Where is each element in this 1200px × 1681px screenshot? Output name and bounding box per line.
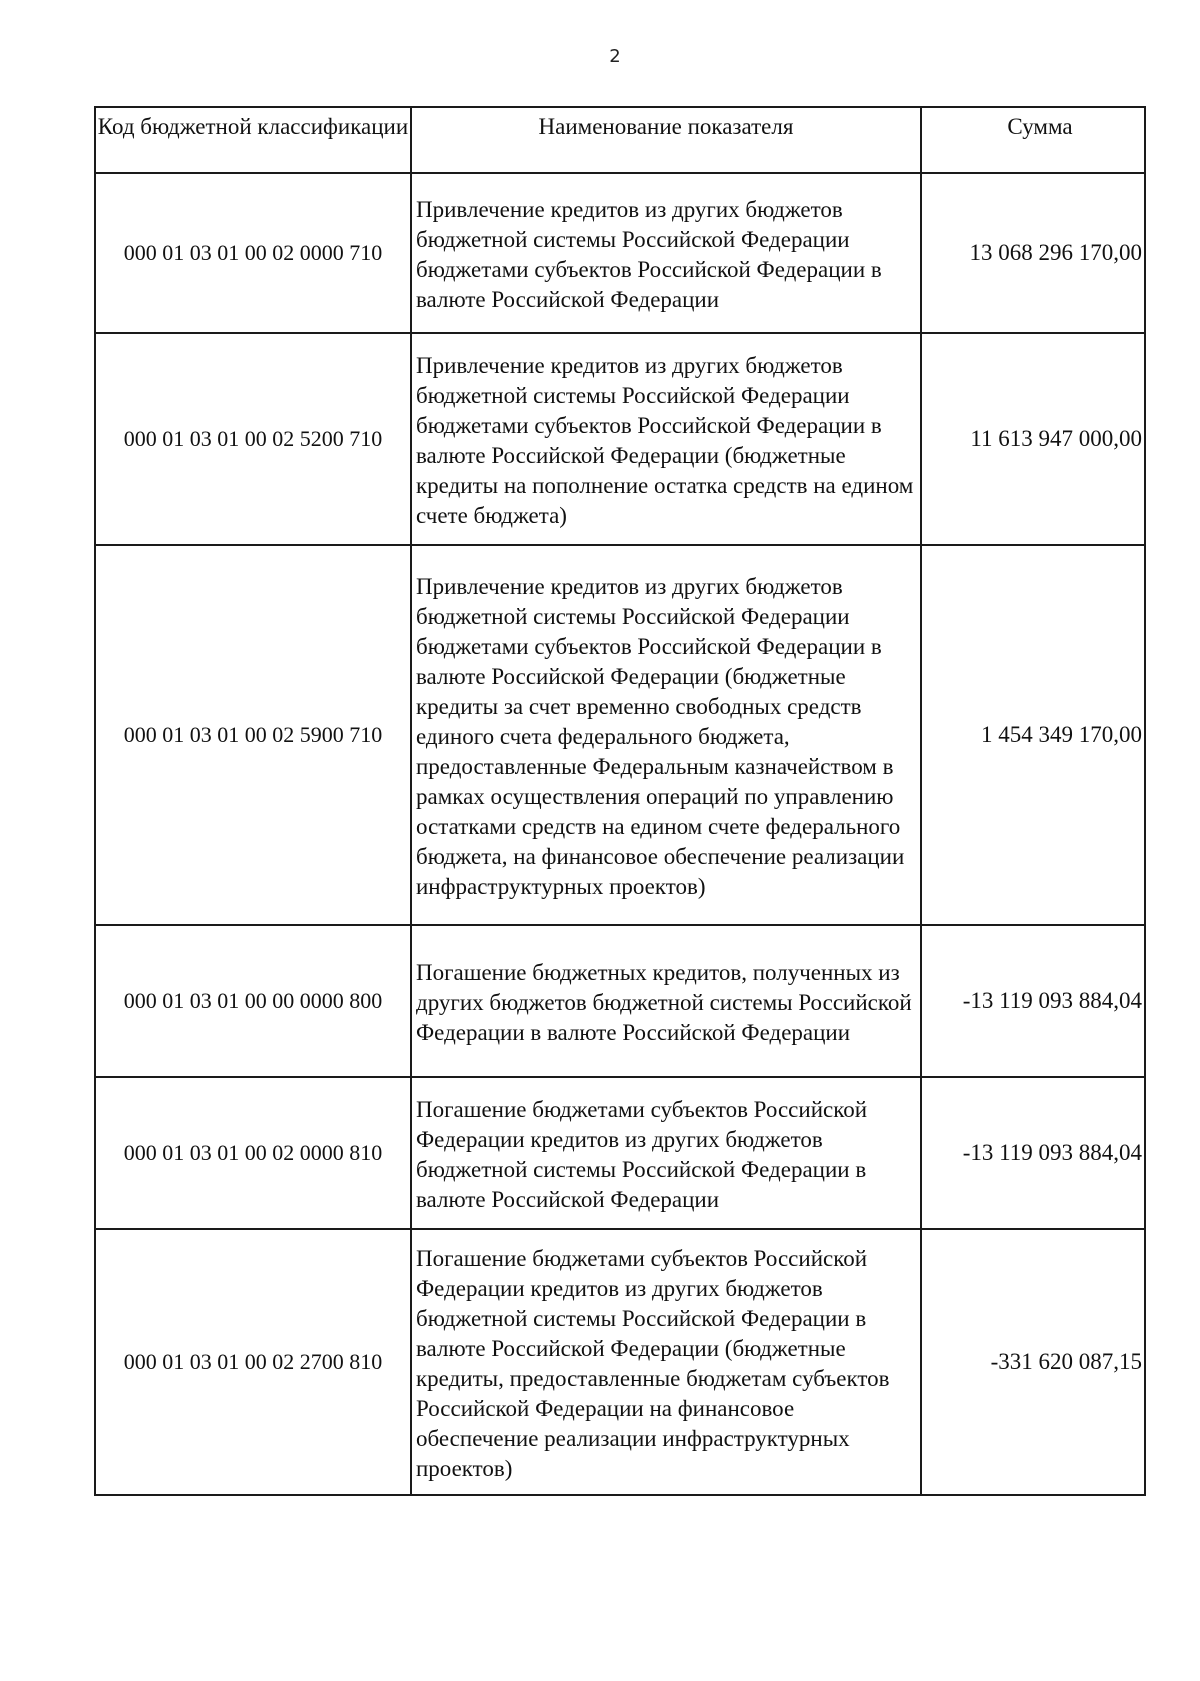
- row-sum: -331 620 087,15: [921, 1229, 1145, 1495]
- header-name: Наименование показателя: [411, 107, 921, 173]
- row-code: 000 01 03 01 00 00 0000 800: [95, 925, 411, 1077]
- page-number: 2: [609, 46, 621, 67]
- row-code: 000 01 03 01 00 02 0000 710: [95, 173, 411, 333]
- row-code: 000 01 03 01 00 02 2700 810: [95, 1229, 411, 1495]
- budget-table: [94, 106, 1146, 1496]
- row-sum: 1 454 349 170,00: [921, 545, 1145, 925]
- row-code: 000 01 03 01 00 02 0000 810: [95, 1077, 411, 1229]
- row-sum: 11 613 947 000,00: [921, 333, 1145, 545]
- table-row: [95, 545, 1145, 925]
- table-row: [95, 1077, 1145, 1229]
- row-code: 000 01 03 01 00 02 5900 710: [95, 545, 411, 925]
- row-name: Погашение бюджетами субъектов Российской Федерации кредитов из других бюджетов бюджетной системы Российской Федерации в валюте Российской Федерации (бюджетные кредиты, предоставленные бюджетам субъектов Российской Федерации на финансовое обеспечение реализации инфраструктурных проектов): [411, 1229, 921, 1495]
- row-name: Привлечение кредитов из других бюджетов бюджетной системы Российской Федерации бюджетами субъектов Российской Федерации в валюте Российской Федерации: [411, 173, 921, 333]
- header-code: Код бюджетной классификации: [95, 107, 411, 173]
- table-row: [95, 333, 1145, 545]
- row-sum: -13 119 093 884,04: [921, 925, 1145, 1077]
- row-name: Привлечение кредитов из других бюджетов бюджетной системы Российской Федерации бюджетами субъектов Российской Федерации в валюте Российской Федерации (бюджетные кредиты за счет временно свободных средств единого счета федерального бюджета, предоставленные Федеральным казначейством в рамках осуществления операций по управлению остатками средств на едином счете федерального бюджета, на финансовое обеспечение реализации инфраструктурных проектов): [411, 545, 921, 925]
- row-name: Погашение бюджетных кредитов, полученных из других бюджетов бюджетной системы Российской Федерации в валюте Российской Федерации: [411, 925, 921, 1077]
- row-name: Привлечение кредитов из других бюджетов бюджетной системы Российской Федерации бюджетами субъектов Российской Федерации в валюте Российской Федерации (бюджетные кредиты на пополнение остатка средств на едином счете бюджета): [411, 333, 921, 545]
- header-sum: Сумма: [921, 107, 1145, 173]
- row-sum: 13 068 296 170,00: [921, 173, 1145, 333]
- row-sum: -13 119 093 884,04: [921, 1077, 1145, 1229]
- row-name: Погашение бюджетами субъектов Российской Федерации кредитов из других бюджетов бюджетной системы Российской Федерации в валюте Российской Федерации: [411, 1077, 921, 1229]
- table-row: [95, 173, 1145, 333]
- row-code: 000 01 03 01 00 02 5200 710: [95, 333, 411, 545]
- table-header-row: [95, 107, 1145, 173]
- table-row: [95, 1229, 1145, 1495]
- table-row: [95, 925, 1145, 1077]
